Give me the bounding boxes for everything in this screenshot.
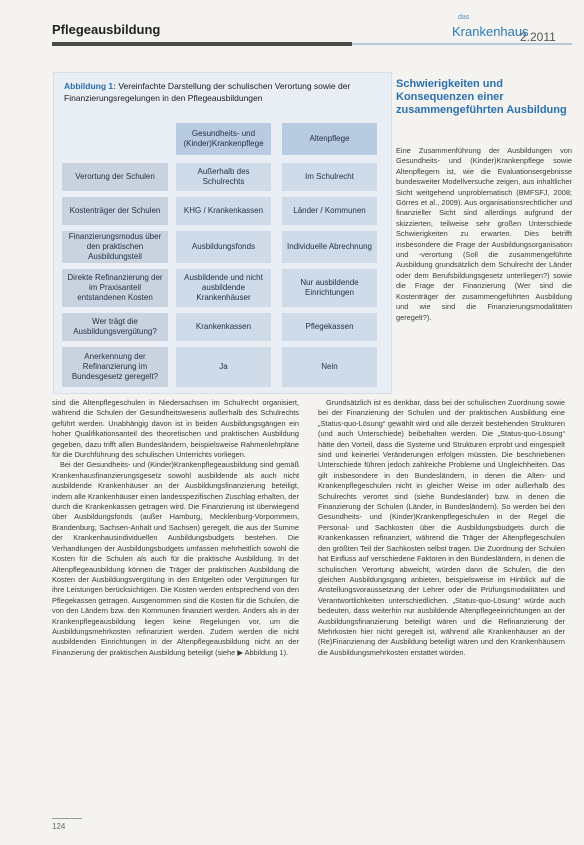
issue-number: 2.2011 bbox=[520, 30, 556, 44]
header-rule-dark bbox=[52, 42, 352, 46]
row-value-krankenpflege: Außerhalb des Schulrechts bbox=[176, 163, 271, 191]
brand-logo bbox=[452, 14, 529, 39]
row-value-altenpflege: Länder / Kommunen bbox=[282, 197, 377, 225]
column-header-altenpflege: Altenpflege bbox=[282, 123, 377, 155]
row-value-krankenpflege: Krankenkassen bbox=[176, 313, 271, 341]
row-value-krankenpflege: Ausbildungsfonds bbox=[176, 231, 271, 263]
row-value-krankenpflege: KHG / Krankenkassen bbox=[176, 197, 271, 225]
body-paragraph: Bei der Gesundheits- und (Kinder)Krankenpflegeausbildung sind gemäß Krankenhausfinanzierungsgesetz sowohl ausbildende als auch nicht ausbildende Krankenhäuser an der Ausbildungsfinanzierung beteiligt, indem alle Krankenhäuser einen landesspezifischen Zuschlag erhalten, der durch die Krankenkassen getragen wird. Die Finanzierung ist überwiegend über Ausbildungsfonds (außer Hamburg, Mecklenburg-Vorpommern, Brandenburg, Sachsen-Anhalt und Sachsen) geregelt, die aus der Summe der Krankenhausindividuellen Ausbildungsbudgets bestehen. Die Verhandlungen der Ausbildungsbudgets umfassen mehrheitlich sowohl die Kosten für die Schulen als auch für die praktische Ausbildung. In der Altenpflegeausbildung können die Träger der praktischen Ausbildung die Kosten der Ausbildungsvergütung in den Entgelten oder Vergütungen für ihre Leistungen berücksichtigen. Die Kosten werden entsprechend von den Pflegekassen getragen. Ausgenommen sind die Kosten für die Schulen, die von den Ländern bzw. den Kommunen finanziert werden. Anders als in der Krankenpflegeausbildung liegen keine Regelungen vor, um die Ausbildungsmehrkosten refinanziert werden. Zudem werden die nicht ausbildenden Einrichtungen in der Altenpflegeausbildung nicht an der Finanzierung der praktischen Ausbildung beteiligt (siehe ▶ Abbildung 1). bbox=[52, 460, 299, 657]
row-label: Wer trägt die Ausbildungsvergütung? bbox=[62, 313, 168, 341]
row-label: Direkte Refinanzierung der im Praxisanteil entstandenen Kosten bbox=[62, 269, 168, 307]
body-column-left bbox=[52, 398, 299, 658]
row-value-altenpflege: Nur ausbildende Einrichtungen bbox=[282, 269, 377, 307]
sidebar-heading: Schwierigkeiten und Konsequenzen einer zusammengeführten Ausbildung bbox=[396, 78, 567, 116]
row-value-krankenpflege: Ausbildende und nicht ausbildende Krankenhäuser bbox=[176, 269, 271, 307]
figure-caption bbox=[64, 80, 379, 104]
row-label: Verortung der Schulen bbox=[62, 163, 168, 191]
row-value-krankenpflege: Ja bbox=[176, 347, 271, 387]
figure-caption-text: Vereinfachte Darstellung der schulischen Verortung sowie der Finanzierungsregelungen in den Pflegeausbildungen bbox=[64, 81, 351, 103]
row-label: Finanzierungsmodus über den praktischen Ausbildungsteil bbox=[62, 231, 168, 263]
section-title: Pflegeausbildung bbox=[52, 22, 161, 37]
body-paragraph: Grundsätzlich ist es denkbar, dass bei der schulischen Zuordnung sowie bei der Finanzierung der Schulen und der praktischen Ausbildung eine „Status-quo-Lösung“ gewählt wird und alle derzeit bestehenden Strukturen (und auch Unterschiede) beibehalten werden. Die „Status-quo-Lösung“ hätte den Vorteil, dass die Systeme und Strukturen erprobt und eingespielt sind und keinerlei Veränderungen erfolgen müssten. Die beschriebenen Unterschiede führen jedoch zahlreiche Probleme und Ungleichheiten. Das gilt insbesondere in den Bundesländern, in denen die Alten- und Krankenpflegeschulen nicht in gleicher Weise im oder außerhalb des Schulrechts verortet sind (siehe Bundesländer) bzw. in denen die Finanzierung der Schulen (Länder, in Bundesländern). So werden bei den Gesundheits- und (Kinder)Krankenpflegeschulen in der Regel die Personal- und Sachkosten über die Ausbildungsbudgets durch die Krankenkassen refinanziert, während die Träger der Altenpflegeschulen den größten Teil der Sachkosten selbst tragen. Die Zuordnung der Schulen hat Einfluss auf verschiedene Faktoren in den Bundesländern, in denen die schulischen Verortung abweicht, würden dann die Schulen, die den gleichen Ausbildungsgang anbieten, beispielsweise im Hinblick auf die Anstellungsvoraussetzung der Lehrer oder die Prüfungsmodalitäten und Verantwortlichkeiten unterschiedlichen. „Status-quo-Lösung“ würde auch bedeuten, dass weiterhin nur ausbildende Altenpflegeeinrichtungen an der Ausbildungsfinanzierung beteiligt wären und die Refinanzierung der Mehrkosten hier nicht geregelt ist, während alle Krankenhäuser an der (Re)Finanzierung der Ausbildung beteiligt wären und den Krankenhäusern die Ausbildungsmehrkosten erstattet würden. bbox=[318, 398, 565, 657]
row-value-altenpflege: Nein bbox=[282, 347, 377, 387]
figure-box bbox=[53, 72, 392, 394]
brand-logo-name: Krankenhaus bbox=[452, 24, 529, 39]
body-paragraph: sind die Altenpflegeschulen in Niedersachsen im Schulrecht organisiert, während die Schulen der Gesundheitswesens außerhalb des Schulrechts geführt werden. Unabhängig davon ist in beiden Ausbildungsgängen ein hoher Qualifikationsanteil des theoretischen und praktischen Ausbildung gegeben, dazu trifft allen Bundesländern, beispielsweise Rahmenlehrpläne für die Durchführung des schulischen Unterrichts vorliegen. bbox=[52, 398, 299, 460]
sidebar-text: Eine Zusammenführung der Ausbildungen von Gesundheits- und (Kinder)Krankenpflege sowie Altenpflegern ist, wie die Evaluationsergebnisse bundesweiter Modellversuche zeigen, aus inhaltlicher Sicht weitgehend unproblematisch (BMFSFJ, 2008; Görres et al., 2009). Aus organisationsrechtlicher und finanzieller Sicht sind allerdings aufgrund der skizzierten, teilweise sehr großen Unterschiede Schwierigkeiten zu erwarten. Dies betrifft insbesondere die Frage der Ausbildungsorganisation und -verortung (Soll die zusammengeführte Ausbildung grundsätzlich dem Schulrecht der Länder oder dem Berufsbildungsgesetz unterliegen?) sowie die Frage der Finanzierung (Wer sind die Kostenträger der zusammengeführten Ausbildung und wie sind die Finanzierungsmodalitäten geregelt?). bbox=[396, 146, 572, 322]
row-value-altenpflege: Individuelle Abrechnung bbox=[282, 231, 377, 263]
brand-logo-top: das bbox=[458, 14, 470, 21]
page-number: 124 bbox=[52, 822, 66, 831]
row-label: Anerkennung der Refinanzierung im Bundesgesetz geregelt? bbox=[62, 347, 168, 387]
footer-rule bbox=[52, 818, 82, 819]
figure-caption-label: Abbildung 1: bbox=[64, 81, 116, 91]
body-column-right bbox=[318, 398, 565, 658]
row-label: Kostenträger der Schulen bbox=[62, 197, 168, 225]
row-value-altenpflege: Im Schulrecht bbox=[282, 163, 377, 191]
row-value-altenpflege: Pflegekassen bbox=[282, 313, 377, 341]
column-header-krankenpflege: Gesundheits- und (Kinder)Krankenpflege bbox=[176, 123, 271, 155]
